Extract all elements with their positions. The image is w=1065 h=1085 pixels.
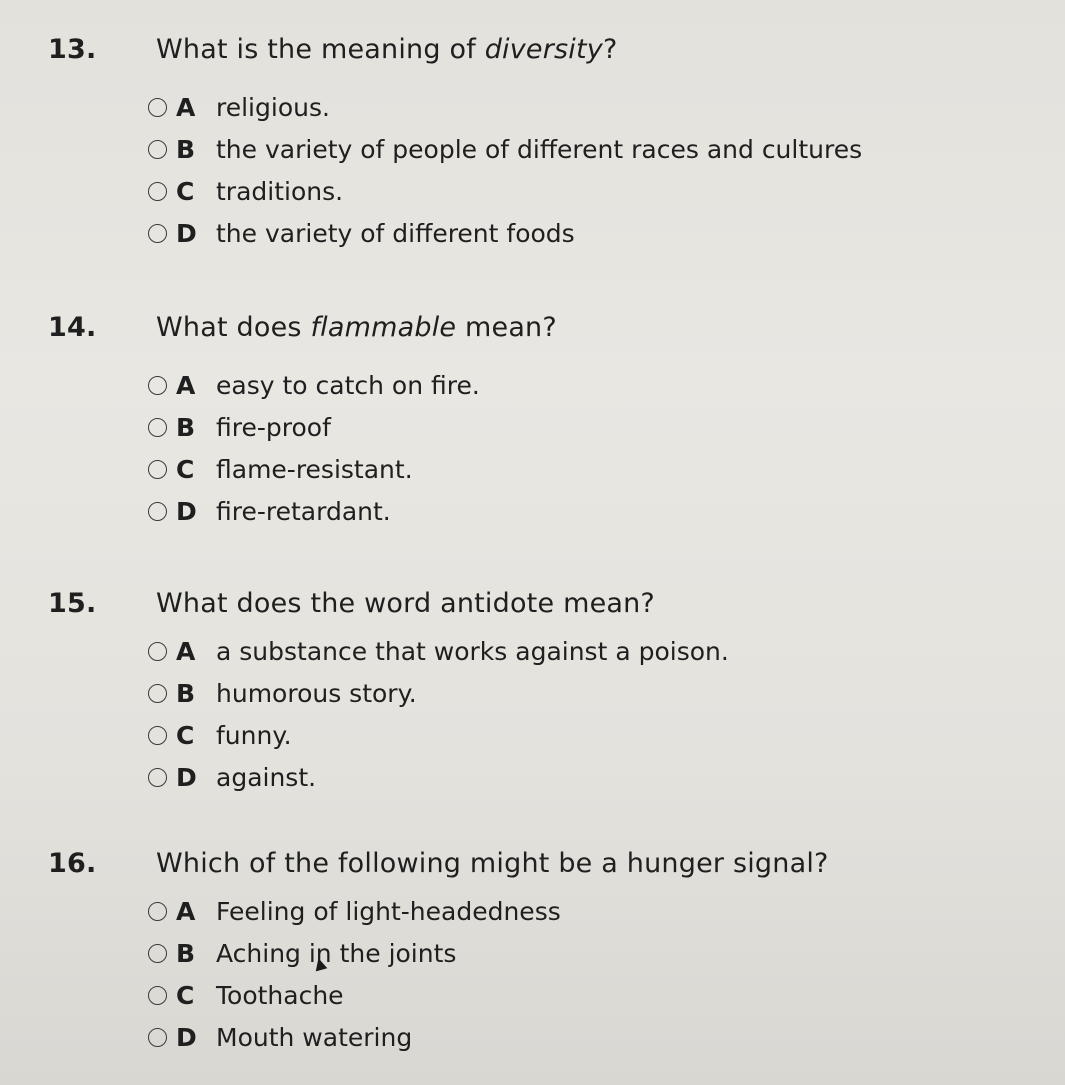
radio-button[interactable] [148, 140, 167, 159]
option-text: a substance that works against a poison. [216, 636, 729, 666]
option-letter: B [176, 938, 196, 968]
question-header [48, 312, 1048, 354]
question-header [48, 848, 1048, 890]
option-c[interactable] [148, 714, 1048, 756]
option-text: religious. [216, 92, 330, 122]
radio-button[interactable] [148, 182, 167, 201]
question-text: What does flammable mean? [156, 312, 557, 343]
option-text: the variety of different foods [216, 218, 575, 248]
question-term: diversity [484, 34, 603, 65]
radio-button[interactable] [148, 768, 167, 787]
option-letter: C [176, 454, 195, 484]
option-b[interactable] [148, 932, 1048, 974]
radio-button[interactable] [148, 502, 167, 521]
question-number: 15. [48, 588, 97, 619]
option-letter: A [176, 636, 196, 666]
option-text: Aching in the joints [216, 938, 457, 968]
option-b[interactable] [148, 406, 1048, 448]
option-text: funny. [216, 720, 292, 750]
option-letter: A [176, 896, 196, 926]
option-c[interactable] [148, 448, 1048, 490]
option-letter: B [176, 678, 196, 708]
option-letter: A [176, 92, 196, 122]
radio-button[interactable] [148, 986, 167, 1005]
option-text: Feeling of light-headedness [216, 896, 561, 926]
radio-button[interactable] [148, 98, 167, 117]
radio-button[interactable] [148, 684, 167, 703]
radio-button[interactable] [148, 460, 167, 479]
option-letter: B [176, 412, 196, 442]
question-text: What does the word antidote mean? [156, 588, 655, 619]
option-text: fire-retardant. [216, 496, 391, 526]
option-c[interactable] [148, 974, 1048, 1016]
option-text: fire-proof [216, 412, 331, 442]
answer-options [148, 890, 1048, 1058]
answer-options [148, 630, 1048, 798]
option-letter: D [176, 218, 197, 248]
option-a[interactable] [148, 364, 1048, 406]
option-letter: C [176, 980, 195, 1010]
question-text: What is the meaning of diversity? [156, 34, 618, 65]
option-a[interactable] [148, 86, 1048, 128]
option-d[interactable] [148, 490, 1048, 532]
radio-button[interactable] [148, 642, 167, 661]
question-header [48, 588, 1048, 630]
option-b[interactable] [148, 672, 1048, 714]
option-letter: C [176, 720, 195, 750]
question-15 [48, 588, 1048, 798]
option-text: traditions. [216, 176, 344, 206]
option-letter: C [176, 176, 195, 206]
option-text: Toothache [216, 980, 344, 1010]
question-number: 14. [48, 312, 97, 343]
answer-options [148, 364, 1048, 532]
question-13 [48, 34, 1048, 254]
radio-button[interactable] [148, 376, 167, 395]
option-letter: D [176, 762, 197, 792]
option-c[interactable] [148, 170, 1048, 212]
option-d[interactable] [148, 756, 1048, 798]
question-header [48, 34, 1048, 76]
option-text: humorous story. [216, 678, 417, 708]
question-16 [48, 848, 1048, 1058]
radio-button[interactable] [148, 224, 167, 243]
option-a[interactable] [148, 890, 1048, 932]
radio-button[interactable] [148, 944, 167, 963]
question-number: 13. [48, 34, 97, 65]
radio-button[interactable] [148, 418, 167, 437]
radio-button[interactable] [148, 1028, 167, 1047]
question-14 [48, 312, 1048, 532]
option-a[interactable] [148, 630, 1048, 672]
question-text: Which of the following might be a hunger signal? [156, 848, 829, 879]
option-text: against. [216, 762, 317, 792]
question-term: flammable [310, 312, 457, 343]
radio-button[interactable] [148, 902, 167, 921]
option-letter: D [176, 496, 197, 526]
option-b[interactable] [148, 128, 1048, 170]
answer-options [148, 86, 1048, 254]
option-letter: A [176, 370, 196, 400]
option-text: the variety of people of different races and cultures [216, 134, 863, 164]
option-letter: D [176, 1022, 197, 1052]
option-text: easy to catch on fire. [216, 370, 480, 400]
radio-button[interactable] [148, 726, 167, 745]
option-d[interactable] [148, 1016, 1048, 1058]
option-text: flame-resistant. [216, 454, 413, 484]
question-number: 16. [48, 848, 97, 879]
option-text: Mouth watering [216, 1022, 413, 1052]
option-letter: B [176, 134, 196, 164]
option-d[interactable] [148, 212, 1048, 254]
